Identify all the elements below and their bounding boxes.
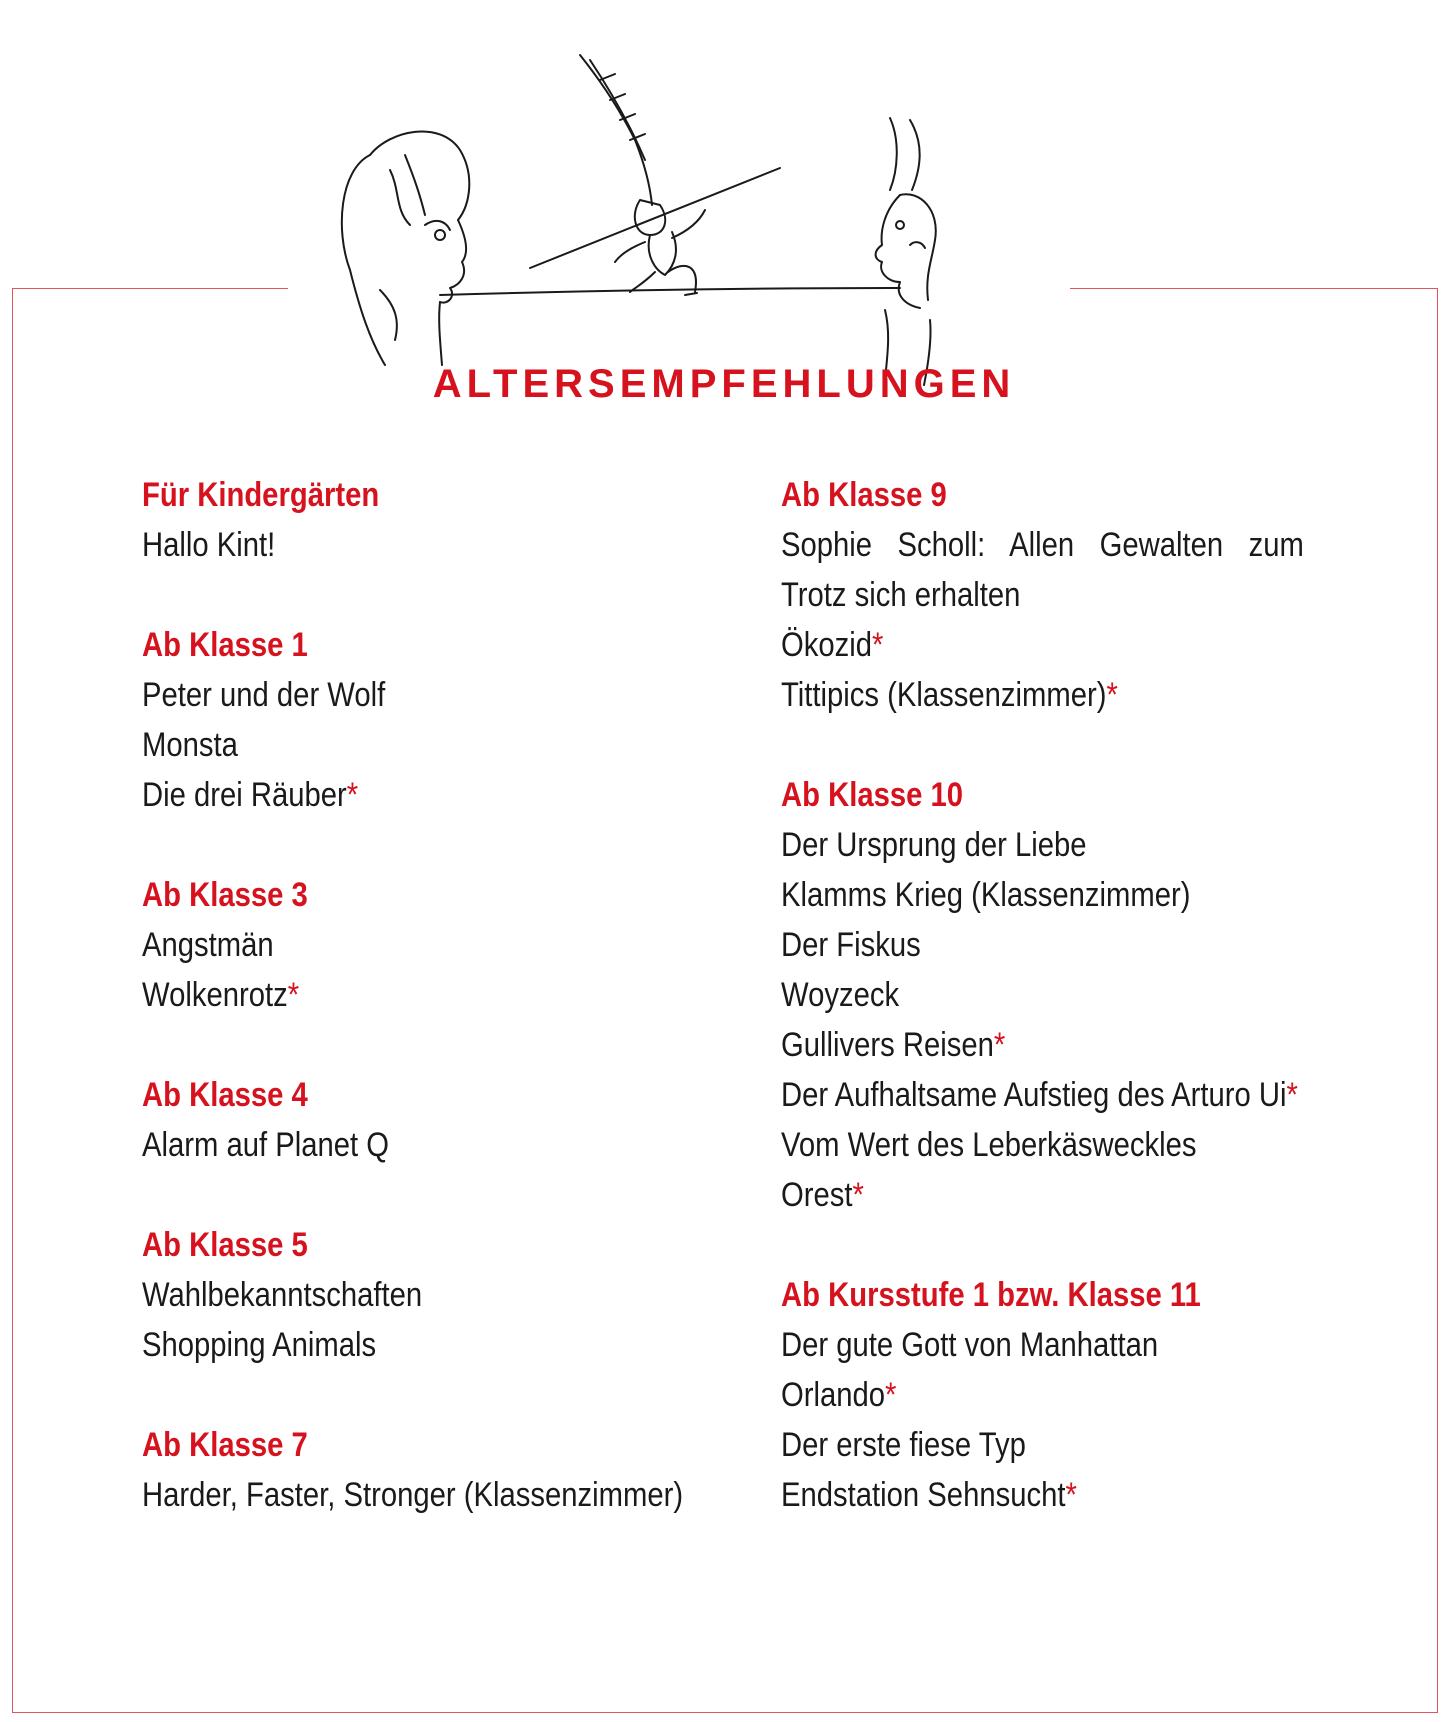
list-item [142,520,692,570]
section-klasse-1 [142,620,782,820]
list-item [142,970,692,1020]
item-title: Orest [781,1176,853,1214]
section-heading: Ab Klasse 9 [781,476,947,514]
section-heading: Ab Klasse 3 [142,876,308,914]
list-item [781,1370,1280,1420]
list-item [781,520,1304,620]
page-title: ALTERSEMPFEHLUNGEN [432,362,1016,406]
asterisk-mark: * [872,626,884,664]
section-klasse-5 [142,1220,782,1370]
section-klasse-4 [142,1070,782,1170]
item-title: Wahlbekanntschaften [142,1276,423,1314]
item-title: Der Ursprung der Liebe [781,826,1087,864]
item-title: Klamms Krieg (Klassenzimmer) [781,876,1191,914]
item-title: Sophie Scholl: Allen Gewalten zum Trotz sich erhalten [781,526,1304,614]
section-klasse-7 [142,1420,782,1520]
item-title: Gullivers Reisen [781,1026,994,1064]
list-item [781,870,1280,920]
section-kursstufe-1 [781,1270,1361,1520]
item-title: Der Fiskus [781,926,921,964]
left-column [142,470,782,1570]
item-title: Alarm auf Planet Q [142,1126,390,1164]
section-heading: Ab Klasse 7 [142,1426,308,1464]
asterisk-mark: * [885,1376,897,1414]
list-item [142,1470,692,1520]
section-heading: Für Kindergärten [142,476,380,514]
item-title: Vom Wert des Leberkäsweckles [781,1126,1197,1164]
item-title: Die drei Räuber [142,776,347,814]
section-kindergarten [142,470,782,570]
item-title: Shopping Animals [142,1326,377,1364]
list-item [142,1270,692,1320]
section-heading: Ab Klasse 1 [142,626,308,664]
item-title: Monsta [142,726,238,764]
list-item [781,1320,1280,1370]
list-item [781,820,1280,870]
list-item [142,770,692,820]
section-klasse-3 [142,870,782,1020]
asterisk-mark: * [993,1026,1006,1064]
list-item [781,1470,1280,1520]
list-item [781,1020,1280,1070]
asterisk-mark: * [1106,676,1118,714]
item-title: Harder, Faster, Stronger (Klassenzimmer) [142,1476,684,1514]
section-heading: Ab Klasse 5 [142,1226,308,1264]
item-title: Hallo Kint! [142,526,276,564]
list-item [781,620,1280,670]
item-title: Ökozid [781,626,873,664]
asterisk-mark: * [1065,1476,1077,1514]
item-title: Woyzeck [781,976,900,1014]
item-title: Der gute Gott von Manhattan [781,1326,1159,1364]
item-title: Wolkenrotz [142,976,288,1014]
list-item [781,1170,1280,1220]
item-title: Orlando [781,1376,886,1414]
section-heading: Ab Klasse 10 [781,776,964,814]
list-item [781,670,1280,720]
list-item [142,1120,692,1170]
list-item [781,1070,1298,1120]
asterisk-mark: * [852,1176,864,1214]
item-title: Tittipics (Klassenzimmer) [781,676,1107,714]
asterisk-mark: * [287,976,300,1014]
item-title: Der Aufhaltsame Aufstieg des Arturo Ui [781,1076,1287,1114]
right-column [781,470,1361,1570]
list-item [781,1420,1280,1470]
list-item [142,920,692,970]
section-heading: Ab Klasse 4 [142,1076,308,1114]
list-item [781,1120,1280,1170]
tightrope-walker-drawing-icon [300,20,1060,420]
list-item [142,670,692,720]
item-title: Der erste fiese Typ [781,1426,1026,1464]
list-item [142,1320,692,1370]
item-title: Endstation Sehnsucht [781,1476,1066,1514]
asterisk-mark: * [346,776,359,814]
list-item [781,970,1280,1020]
asterisk-mark: * [1286,1076,1298,1114]
item-title: Peter und der Wolf [142,676,386,714]
section-heading: Ab Kursstufe 1 bzw. Klasse 11 [781,1276,1201,1314]
list-item [781,920,1280,970]
section-klasse-9 [781,470,1361,720]
item-title: Angstmän [142,926,274,964]
list-item [142,720,692,770]
section-klasse-10 [781,770,1361,1220]
